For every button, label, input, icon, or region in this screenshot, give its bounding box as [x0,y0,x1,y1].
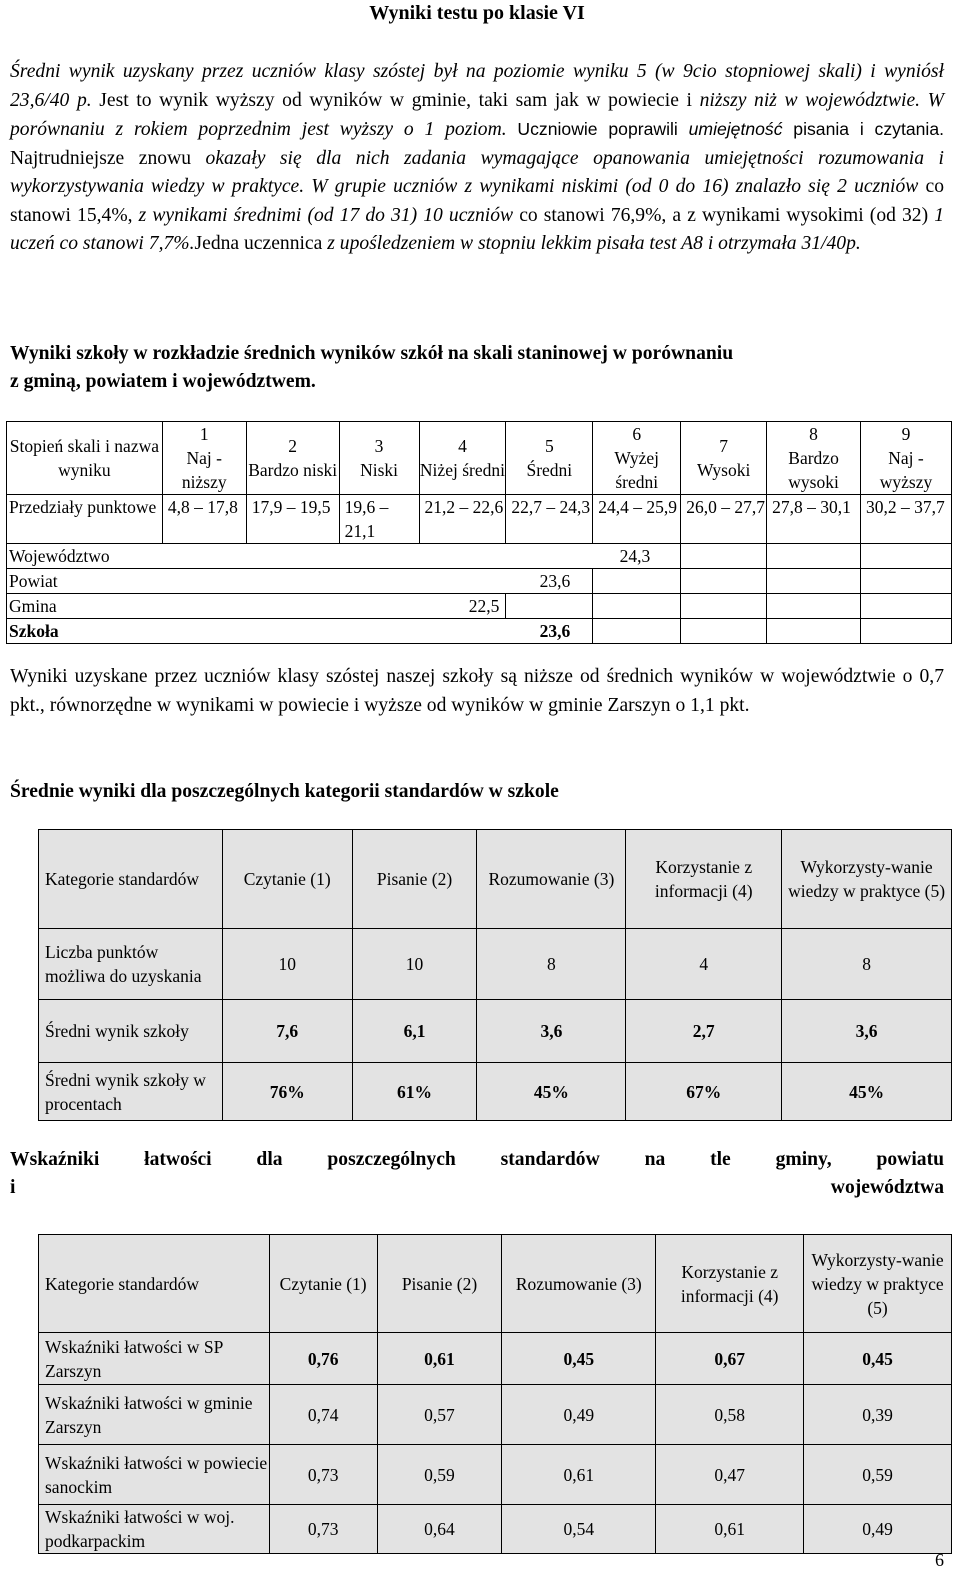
page-title: Wyniki testu po klasie VI [369,2,585,24]
stanine-range-label: Przedziały punktowe [7,495,163,544]
intro-s4: Uczniowie poprawili [506,119,689,139]
cell: 0,64 [377,1505,502,1554]
cell: 2,7 [626,1000,782,1063]
intro-s11: co stanowi 76,9%, a z wynikami wysokimi (od 32) [513,204,935,226]
stanine-range-4: 21,2 – 22,6 [419,495,506,544]
cell: 0,47 [656,1445,804,1505]
stanine-row-szkola [7,619,952,644]
ease-col-2: Pisanie (2) [377,1235,502,1333]
cell: 0,61 [656,1505,804,1554]
cell: 0,57 [377,1385,502,1445]
cell: 0,58 [656,1385,804,1445]
intro-s5: umiejętność [688,119,783,139]
row-label: Powiat 23,6 [7,569,593,594]
row-value: 23,6 [539,621,571,641]
cell: 4 [626,929,782,1000]
row-value: 22,5 [468,596,500,616]
standards-col-1: Czytanie (1) [222,830,352,929]
stanine-level-4: 4 Niżej średni [419,422,506,495]
stanine-range-8: 27,8 – 30,1 [767,495,861,544]
stanine-level-7: 7 Wysoki [681,422,767,495]
row-label: Wskaźniki łatwości w gminie Zarszyn [39,1385,270,1445]
row-label: Liczba punktów możliwa do uzyskania [39,929,223,1000]
cell: 8 [782,929,952,1000]
cell: 67% [626,1063,782,1121]
stanine-range-1: 4,8 – 17,8 [162,495,246,544]
cell: 0,61 [502,1445,656,1505]
cell: 0,73 [269,1445,377,1505]
cell: 0,49 [502,1385,656,1445]
row-value: 24,3 [619,546,651,566]
ease-col-1: Czytanie (1) [269,1235,377,1333]
row-label: Wskaźniki łatwości w SP Zarszyn [39,1333,270,1385]
stanine-level-2: 2 Bardzo niski [246,422,339,495]
cell: 8 [477,929,626,1000]
intro-s10: z wynikami średnimi (od 17 do 31) 10 uczniów [138,204,514,226]
stanine-row-powiat [7,569,952,594]
cell: 0,67 [656,1333,804,1385]
ease-header-label: Kategorie standardów [39,1235,270,1333]
stanine-heading-line2: z gminą, powiatem i województwem. [10,371,316,392]
ease-row-school [39,1333,952,1385]
cell: 0,61 [377,1333,502,1385]
standards-col-5: Wykorzysty-wanie wiedzy w praktyce (5) [782,830,952,929]
ease-col-3: Rozumowanie (3) [502,1235,656,1333]
standards-col-4: Korzystanie z informacji (4) [626,830,782,929]
standards-col-3: Rozumowanie (3) [477,830,626,929]
cell: 3,6 [477,1000,626,1063]
row-value: 23,6 [539,571,571,591]
standards-row-school [39,1000,952,1063]
cell: 0,73 [269,1505,377,1554]
row-label: Średni wynik szkoły [39,1000,223,1063]
intro-s12: 1 uczeń co stanowi 7,7%. [10,204,944,254]
cell: 10 [352,929,477,1000]
stanine-range-7: 26,0 – 27,7 [681,495,767,544]
cell: 6,1 [352,1000,477,1063]
cell: 0,76 [269,1333,377,1385]
standards-row-max [39,929,952,1000]
intro-s6: pisania i czytania. [782,119,944,139]
ease-row-powiat [39,1445,952,1505]
intro-s7: Najtrudniejsze znowu [10,147,206,169]
stanine-level-3: 3 Niski [339,422,419,495]
standards-table [38,829,952,1121]
summary-paragraph: Wyniki uzyskane przez uczniów klasy szóstej naszej szkoły są niższe od średnich wyników w województwie o 0,7 pkt., równorzędne w wynikami w powiecie i wyższe od wyników w gminie Zarszyn o 1,1 pkt. [10,666,944,716]
stanine-row-gmina [7,594,952,619]
standards-header-label: Kategorie standardów [39,830,223,929]
cell: 0,45 [804,1333,952,1385]
ease-col-5: Wykorzysty-wanie wiedzy w praktyce (5) [804,1235,952,1333]
ease-heading-line2: i województwa [10,1177,944,1198]
stanine-row-wojewodztwo [7,544,952,569]
cell: 0,54 [502,1505,656,1554]
ease-col-4: Korzystanie z informacji (4) [656,1235,804,1333]
ease-heading-line1: Wskaźniki łatwości dla poszczególnych standardów na tle gminy, powiatu [10,1149,944,1170]
standards-heading: Średnie wyniki dla poszczególnych kategorii standardów w szkole [10,781,559,802]
row-label: Wskaźniki łatwości w powiecie sanockim [39,1445,270,1505]
stanine-range-3: 19,6 – 21,1 [339,495,419,544]
ease-row-gmina [39,1385,952,1445]
stanine-level-6: 6 Wyżej średni [593,422,681,495]
intro-s2: Jest to wynik wyższy od wyników w gminie, taki sam jak w powiecie i [91,89,700,111]
row-label: Średni wynik szkoły w procentach [39,1063,223,1121]
ease-heading [10,1146,944,1202]
cell: 76% [222,1063,352,1121]
row-label: Szkoła 23,6 [7,619,593,644]
stanine-level-9: 9 Naj - wyższy [861,422,952,495]
cell: 0,74 [269,1385,377,1445]
cell: 3,6 [782,1000,952,1063]
stanine-level-1: 1 Naj - niższy [162,422,246,495]
ease-table [38,1234,952,1554]
stanine-range-5: 22,7 – 24,3 [506,495,593,544]
cell: 0,45 [502,1333,656,1385]
stanine-corner-label: Stopień skali i nazwa wyniku [7,422,163,495]
standards-col-2: Pisanie (2) [352,830,477,929]
cell: 61% [352,1063,477,1121]
stanine-range-2: 17,9 – 19,5 [246,495,339,544]
cell: 0,39 [804,1385,952,1445]
cell: 0,59 [804,1445,952,1505]
intro-s14: z upośledzeniem w stopniu lekkim pisała test A8 i otrzymała 31/40p. [322,233,861,254]
stanine-heading-line1: Wyniki szkoły w rozkładzie średnich wyników szkół na skali staninowej w porównaniu [10,343,734,364]
cell: 7,6 [222,1000,352,1063]
page-number: 6 [935,1550,944,1570]
intro-s1: Średni wynik uzyskany przez uczniów klasy szóstej był na poziomie wyniku 5 (w 9cio stopniowej skali) i wyniósł 23,6/40 p. [10,61,944,111]
ease-row-wojewodztwo [39,1505,952,1554]
cell: 45% [782,1063,952,1121]
cell: 10 [222,929,352,1000]
stanine-range-6: 24,4 – 25,9 [593,495,681,544]
row-label: Województwo 24,3 [7,544,681,569]
row-label: Gmina 22,5 [7,594,506,619]
stanine-table [6,421,952,644]
stanine-level-5: 5 Średni [506,422,593,495]
stanine-level-8: 8 Bardzo wysoki [767,422,861,495]
intro-s8: okazały się dla nich zadania wymagające opanowania umiejętności rozumowania i wykorzystywania wiedzy w praktyce. W grupie uczniów z wynikami niskimi (od 0 do 16) znalazło się 2 uczniów [10,147,944,197]
cell: 0,59 [377,1445,502,1505]
stanine-heading [10,340,944,396]
intro-paragraph [10,58,944,259]
intro-s3: niższy niż w województwie. W porównaniu z rokiem poprzednim jest wyższy o 1 poziom. [10,89,945,140]
cell: 0,49 [804,1505,952,1554]
stanine-range-9: 30,2 – 37,7 [861,495,952,544]
intro-s13: Jedna uczennica [194,233,323,254]
cell: 45% [477,1063,626,1121]
row-label: Wskaźniki łatwości w woj. podkarpackim [39,1505,270,1554]
standards-row-percent [39,1063,952,1121]
intro-s9: co stanowi 15,4%, [10,176,944,226]
